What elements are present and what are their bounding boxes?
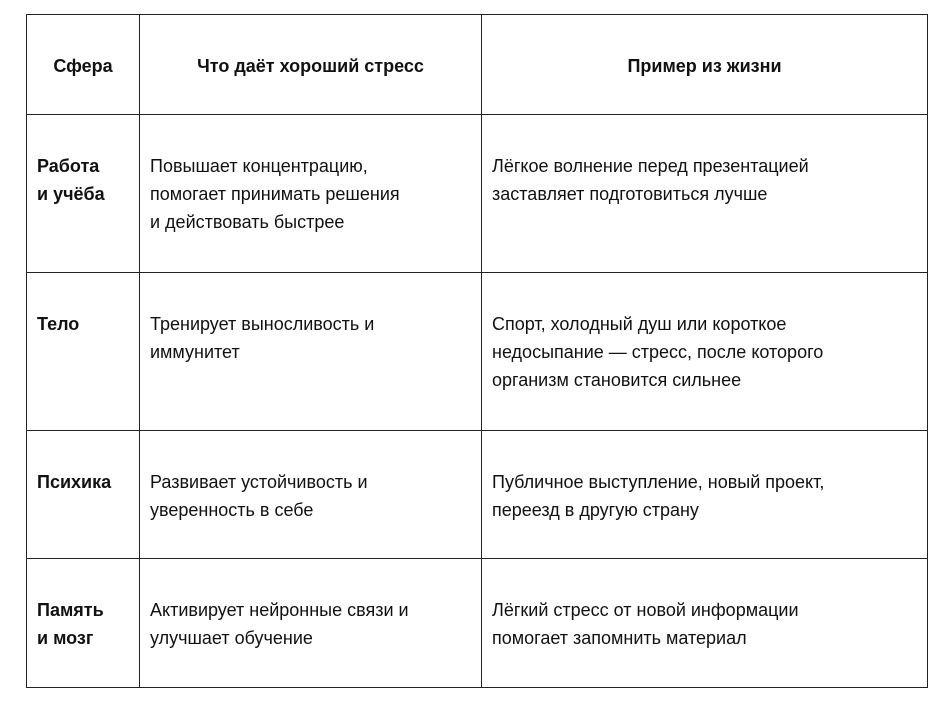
benefit-cell: Повышает концентрацию, помогает принимать решения и действовать быстрее bbox=[140, 115, 482, 273]
table-row bbox=[27, 559, 928, 688]
benefit-cell: Активирует нейронные связи и улучшает обучение bbox=[140, 559, 482, 688]
header-sphere: Сфера bbox=[27, 15, 140, 115]
example-cell: Лёгкий стресс от новой информации помогает запомнить материал bbox=[482, 559, 928, 688]
header-benefit: Что даёт хороший стресс bbox=[140, 15, 482, 115]
header-example: Пример из жизни bbox=[482, 15, 928, 115]
example-cell: Спорт, холодный душ или короткое недосыпание — стресс, после которого организм становится сильнее bbox=[482, 273, 928, 431]
benefit-cell: Развивает устойчивость и уверенность в себе bbox=[140, 431, 482, 559]
example-cell: Лёгкое волнение перед презентацией заставляет подготовиться лучше bbox=[482, 115, 928, 273]
table-row bbox=[27, 273, 928, 431]
good-stress-table bbox=[26, 14, 928, 688]
benefit-cell: Тренирует выносливость и иммунитет bbox=[140, 273, 482, 431]
table-row bbox=[27, 431, 928, 559]
sphere-cell: Тело bbox=[27, 273, 140, 431]
table-header-row bbox=[27, 15, 928, 115]
sphere-cell: Память и мозг bbox=[27, 559, 140, 688]
example-cell: Публичное выступление, новый проект, переезд в другую страну bbox=[482, 431, 928, 559]
table-row bbox=[27, 115, 928, 273]
sphere-cell: Психика bbox=[27, 431, 140, 559]
sphere-cell: Работа и учёба bbox=[27, 115, 140, 273]
